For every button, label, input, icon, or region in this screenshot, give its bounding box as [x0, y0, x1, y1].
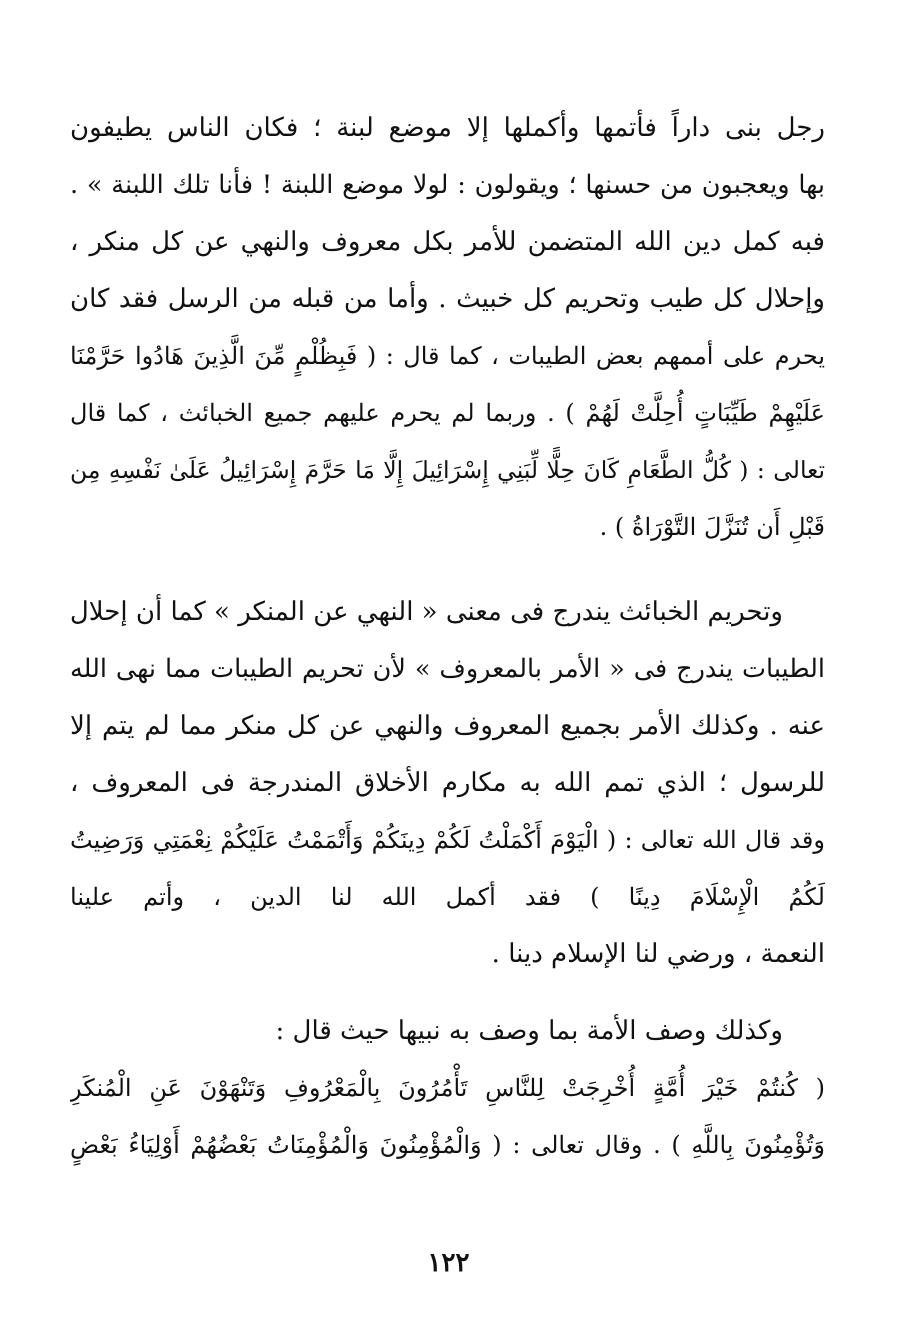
page-number: ١٢٢ [427, 1248, 470, 1278]
text-line: عنه . وكذلك الأمر بجميع المعروف والنهي عن كل منكر مما لم يتم إلا [70, 711, 825, 741]
text-line: عَلَيْهِمْ طَيِّبَاتٍ أُحِلَّتْ لَهُمْ ) . وربما لم يحرم عليهم جميع الخبائث ، كما قال [70, 399, 825, 427]
text-line: وإحلال كل طيب وتحريم كل خبيث . وأما من قبله من الرسل فقد كان [70, 284, 825, 314]
paragraph-spacer [70, 556, 825, 584]
text-line: تعالى : ( كُلُّ الطَّعَامِ كَانَ حِلًّا لِّبَنِي إِسْرَائِيلَ إِلَّا مَا حَرَّمَ إِسْرَائِيلُ عَلَىٰ نَفْسِهِ مِن [70, 456, 825, 484]
text-line: وتحريم الخبائث يندرج فى معنى « النهي عن المنكر » كما أن إحلال [70, 597, 783, 627]
text-line: رجل بنى داراً فأتمها وأكملها إلا موضع لبنة ؛ فكان الناس يطيفون [70, 113, 825, 143]
paragraph-1 [70, 100, 825, 556]
text-line: يحرم على أممهم بعض الطيبات ، كما قال : ( فَبِظُلْمٍ مِّنَ الَّذِينَ هَادُوا حَرَّمْنَا [70, 342, 825, 370]
text-line: لَكُمُ الْإِسْلَامَ دِينًا ) فقد أكمل الله لنا الدين ، وأتم علينا [70, 883, 825, 911]
paragraph-3 [70, 1003, 825, 1174]
text-line: وَتُؤْمِنُونَ بِاللَّهِ ) . وقال تعالى : ( وَالْمُؤْمِنُونَ وَالْمُؤْمِنَاتُ بَعْضُهُمْ أَوْلِيَاءُ بَعْضٍ [70, 1131, 825, 1159]
book-page-body [70, 100, 825, 1174]
text-line: وكذلك وصف الأمة بما وصف به نبيها حيث قال : [275, 1016, 783, 1046]
text-line: الطيبات يندرج فى « الأمر بالمعروف » لأن تحريم الطيبات مما نهى الله [70, 654, 825, 684]
text-line: النعمة ، ورضي لنا الإسلام دينا . [491, 939, 825, 969]
paragraph-2 [70, 584, 825, 983]
text-line: وقد قال الله تعالى : ( الْيَوْمَ أَكْمَلْتُ لَكُمْ دِينَكُمْ وَأَتْمَمْتُ عَلَيْكُمْ نِعْمَتِي وَرَضِيتُ [70, 826, 825, 854]
text-line: قَبْلِ أَن تُنَزَّلَ التَّوْرَاةُ ) . [599, 513, 825, 541]
text-line: للرسول ؛ الذي تمم الله به مكارم الأخلاق المندرجة فى المعروف ، [70, 768, 825, 798]
text-line: فبه كمل دين الله المتضمن للأمر بكل معروف والنهي عن كل منكر ، [70, 227, 825, 257]
paragraph-spacer [70, 983, 825, 1003]
text-line: بها ويعجبون من حسنها ؛ ويقولون : لولا موضع اللبنة ! فأنا تلك اللبنة » . [70, 170, 825, 200]
text-line: ( كُنتُمْ خَيْرَ أُمَّةٍ أُخْرِجَتْ لِلنَّاسِ تَأْمُرُونَ بِالْمَعْرُوفِ وَتَنْهَوْنَ عَنِ الْمُنكَرِ [70, 1074, 825, 1102]
